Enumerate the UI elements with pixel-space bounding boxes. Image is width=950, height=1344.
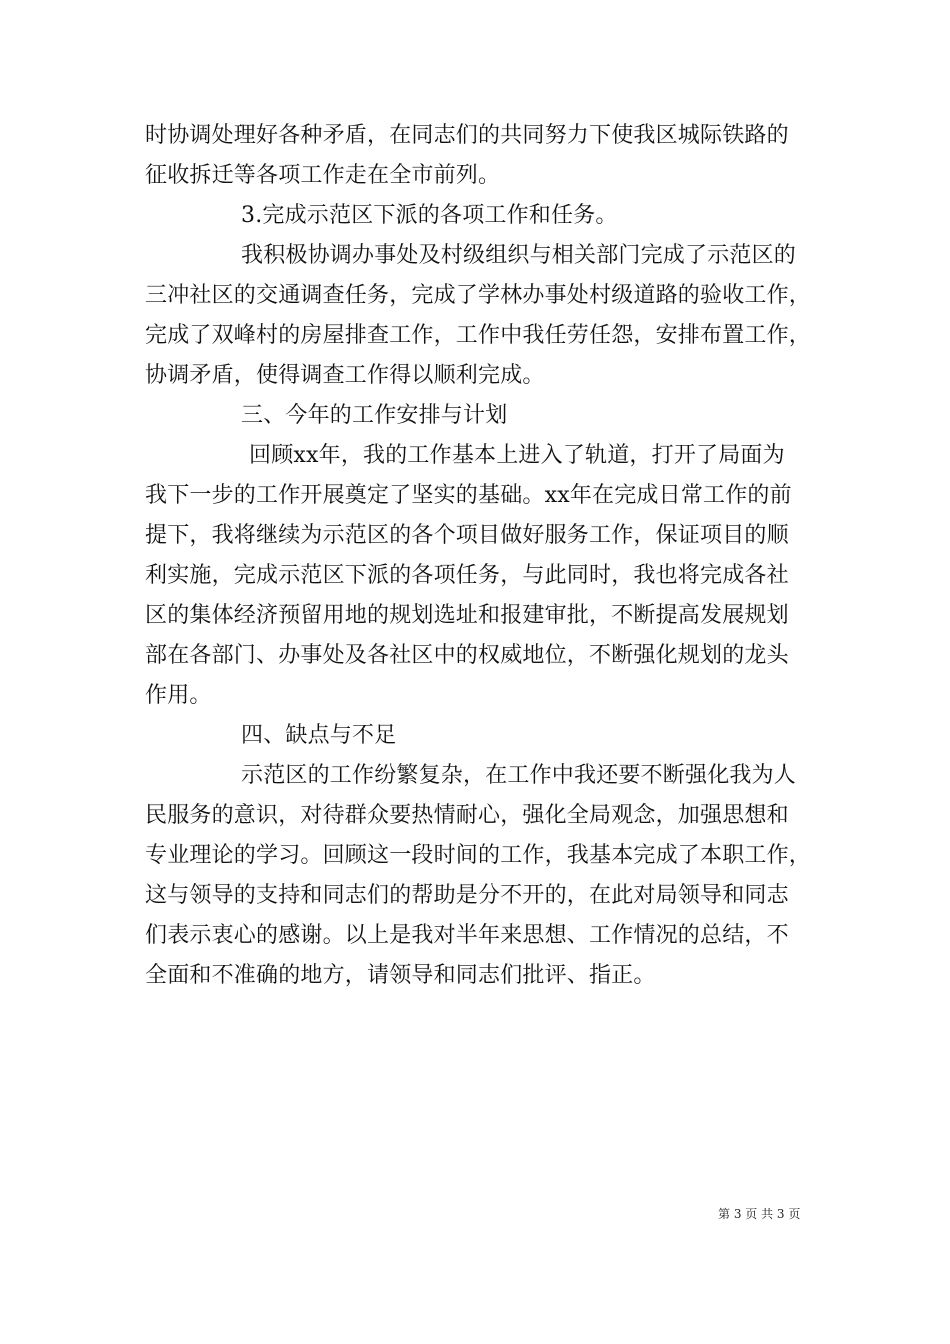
text-line: 完成了双峰村的房屋排查工作，工作中我任劳任怨，安排布置工作， bbox=[145, 323, 812, 348]
text-line: 这与领导的支持和同志们的帮助是分不开的，在此对局领导和同志 bbox=[145, 883, 789, 908]
section-heading: 四、缺点与不足 bbox=[241, 723, 397, 748]
text-line: 民服务的意识，对待群众要热情耐心，强化全局观念，加强思想和 bbox=[145, 803, 789, 828]
section-heading: 3.完成示范区下派的各项工作和任务。 bbox=[241, 203, 618, 228]
paragraph-first-line: 示范区的工作纷繁复杂，在工作中我还要不断强化我为人 bbox=[241, 763, 797, 788]
text-line: 区的集体经济预留用地的规划选址和报建审批，不断提高发展规划 bbox=[145, 603, 789, 628]
text-line: 作用。 bbox=[145, 683, 212, 708]
text-line: 利实施，完成示范区下派的各项任务，与此同时，我也将完成各社 bbox=[145, 563, 789, 588]
text-line: 部在各部门、办事处及各社区中的权威地位，不断强化规划的龙头 bbox=[145, 643, 789, 668]
text-line: 三冲社区的交通调查任务，完成了学林办事处村级道路的验收工作， bbox=[145, 283, 812, 308]
text-line: 提下，我将继续为示范区的各个项目做好服务工作，保证项目的顺 bbox=[145, 523, 789, 548]
text-line: 我下一步的工作开展奠定了坚实的基础。xx年在完成日常工作的前 bbox=[145, 483, 792, 508]
page-number: 第 3 页 共 3 页 bbox=[718, 1207, 801, 1221]
text-line: 专业理论的学习。回顾这一段时间的工作，我基本完成了本职工作， bbox=[145, 843, 812, 868]
text-line: 时协调处理好各种矛盾，在同志们的共同努力下使我区城际铁路的 bbox=[145, 123, 789, 148]
text-line: 征收拆迁等各项工作走在全市前列。 bbox=[145, 163, 501, 188]
section-heading: 三、今年的工作安排与计划 bbox=[241, 403, 508, 428]
text-line: 协调矛盾，使得调查工作得以顺利完成。 bbox=[145, 363, 545, 388]
paragraph-first-line: 回顾xx年，我的工作基本上进入了轨道，打开了局面为 bbox=[249, 443, 785, 468]
document-body bbox=[145, 116, 810, 996]
text-line: 全面和不准确的地方，请领导和同志们批评、指正。 bbox=[145, 963, 656, 988]
paragraph-first-line: 我积极协调办事处及村级组织与相关部门完成了示范区的 bbox=[241, 243, 797, 268]
text-line: 们表示衷心的感谢。以上是我对半年来思想、工作情况的总结，不 bbox=[145, 923, 789, 948]
